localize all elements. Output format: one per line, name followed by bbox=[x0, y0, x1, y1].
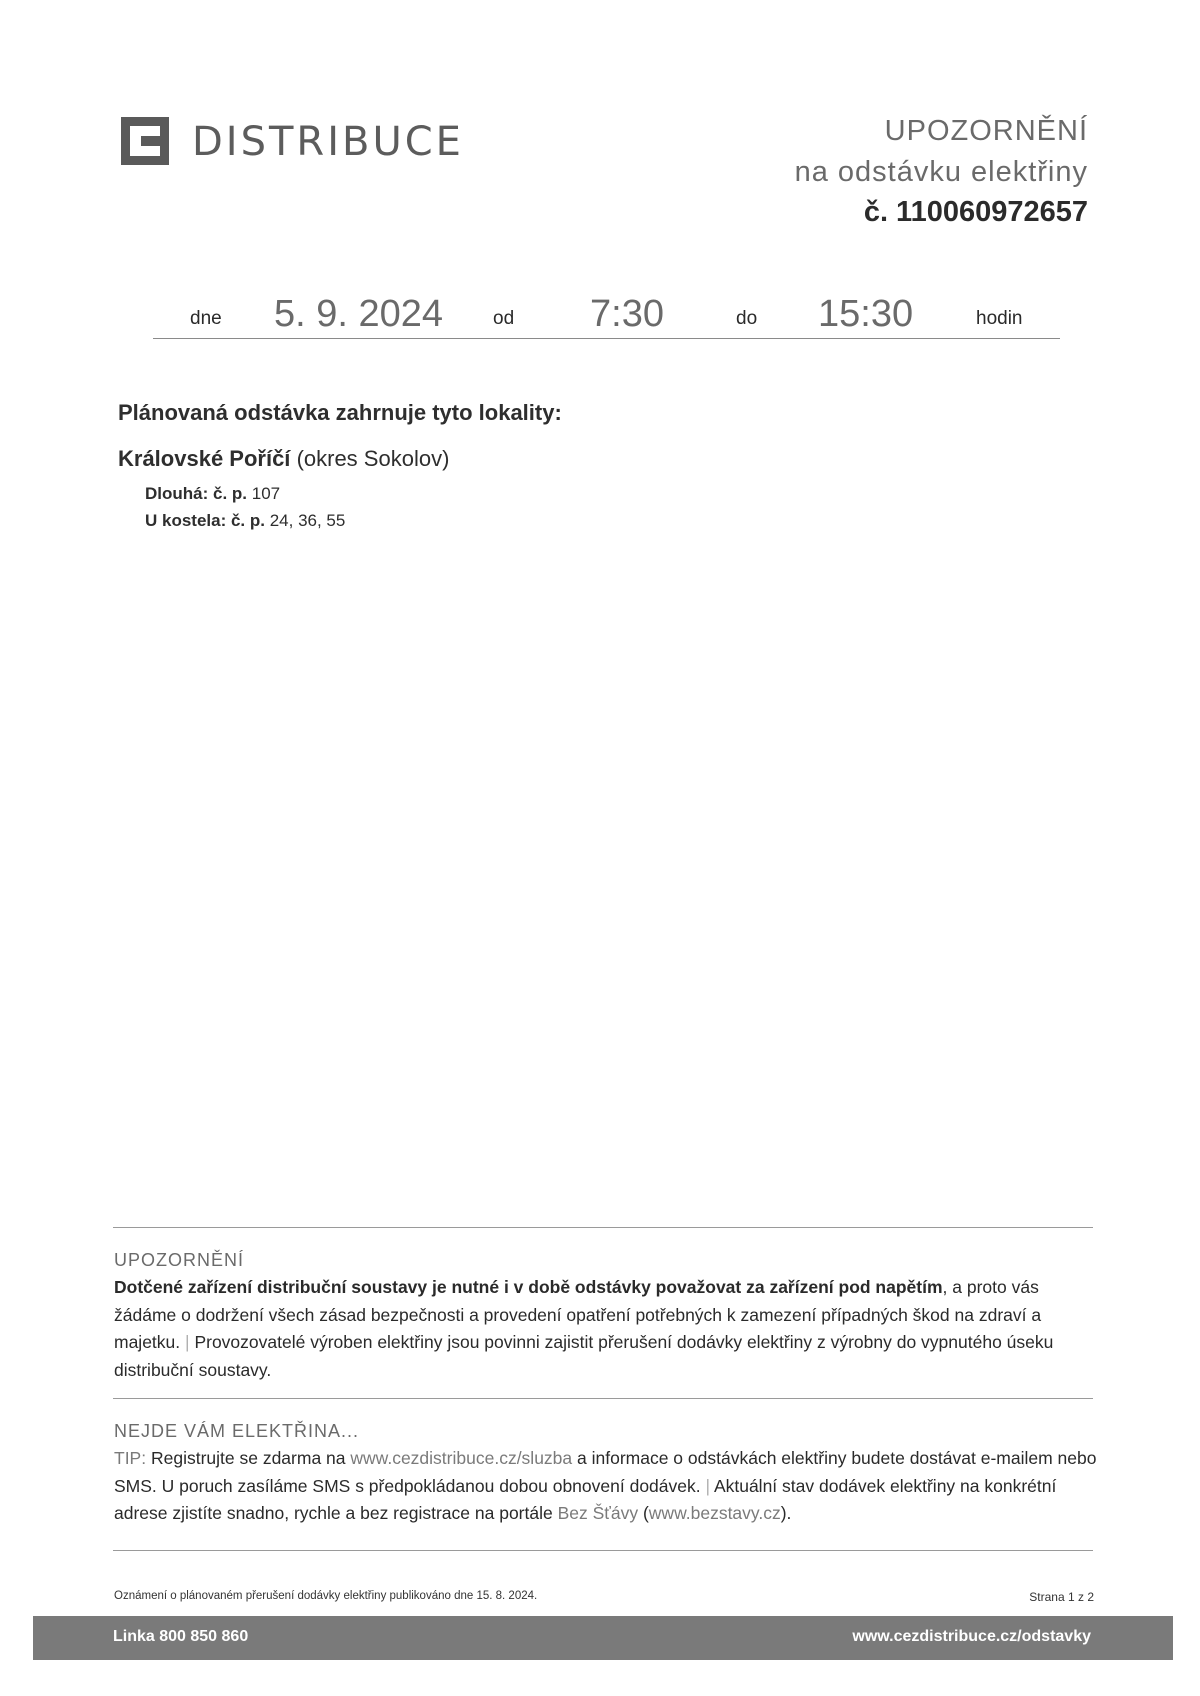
schedule-row bbox=[153, 292, 1060, 336]
outage-date: 5. 9. 2024 bbox=[274, 293, 444, 335]
section-divider bbox=[113, 1398, 1093, 1399]
street-item bbox=[145, 511, 345, 531]
from-label: od bbox=[493, 308, 515, 329]
street-item bbox=[145, 484, 280, 504]
brand-name: DISTRIBUCE bbox=[192, 119, 464, 165]
notice-subtitle: na odstávku elektřiny bbox=[794, 156, 1088, 188]
footer-bar bbox=[33, 1616, 1173, 1660]
warning-text: Dotčené zařízení distribuční soustavy je nutné i v době odstávky považovat za zařízení pod napětím, a proto vás žádáme o dodržení všech zásad bezpečnosti a provedení opatření potřebných k zamezení případných škod na zdraví a majetku. | Provozovatelé výroben elektřiny jsou povinni zajistit přerušení dodávky elektřiny z výrobny do vypnutého úseku distribuční soustavy. bbox=[114, 1277, 1054, 1380]
district-name: (okres Sokolov) bbox=[296, 446, 450, 471]
portal-link[interactable]: www.bezstavy.cz bbox=[648, 1503, 781, 1523]
footer-divider bbox=[113, 1550, 1093, 1551]
schedule-divider bbox=[153, 338, 1060, 339]
street-name: U kostela: č. p. bbox=[145, 511, 265, 530]
warning-bold-text: Dotčené zařízení distribuční soustavy je nutné i v době odstávky považovat za zařízení pod napětím bbox=[114, 1277, 943, 1297]
localities-heading: Plánovaná odstávka zahrnuje tyto lokality: bbox=[118, 400, 562, 425]
town-name: Královské Poříčí bbox=[118, 446, 291, 471]
warning-heading: UPOZORNĚNÍ bbox=[114, 1250, 245, 1270]
tip-label: TIP: bbox=[114, 1448, 147, 1468]
separator: | bbox=[185, 1332, 190, 1352]
street-name: Dlouhá: č. p. bbox=[145, 484, 247, 503]
publication-note: Oznámení o plánovaném přerušení dodávky elektřiny publikováno dne 15. 8. 2024. bbox=[114, 1590, 538, 1602]
tip-text: TIP: Registrujte se zdarma na www.cezdistribuce.cz/sluzba a informace o odstávkách elektřiny budete dostávat e-mailem nebo SMS. U poruch zasíláme SMS s předpokládanou dobou obnovení dodávek. | Aktuální stav dodávek elektřiny na konkrétní adrese zjistíte snadno, rychle a bez registrace na portále Bez Šťávy (www.bezstavy.cz). bbox=[114, 1448, 1097, 1523]
outages-url[interactable]: www.cezdistribuce.cz/odstavky bbox=[852, 1628, 1091, 1645]
page-number: Strana 1 z 2 bbox=[1029, 1590, 1094, 1604]
section-divider bbox=[113, 1227, 1093, 1228]
portal-name: Bez Šťávy bbox=[557, 1503, 639, 1523]
start-time: 7:30 bbox=[590, 293, 664, 335]
separator: | bbox=[705, 1475, 711, 1496]
town-line bbox=[118, 446, 449, 472]
cez-logo-mark-icon bbox=[121, 117, 169, 165]
date-label: dne bbox=[190, 308, 222, 329]
house-numbers: 24, 36, 55 bbox=[269, 511, 346, 530]
hotline-number: Linka 800 850 860 bbox=[113, 1628, 249, 1645]
notice-number: č. 110060972657 bbox=[863, 196, 1088, 228]
end-time: 15:30 bbox=[818, 293, 914, 335]
registration-link[interactable]: www.cezdistribuce.cz/sluzba bbox=[350, 1448, 573, 1468]
hours-label: hodin bbox=[976, 308, 1023, 329]
tip-heading: NEJDE VÁM ELEKTŘINA... bbox=[114, 1421, 360, 1441]
to-label: do bbox=[736, 308, 758, 329]
house-numbers: 107 bbox=[251, 484, 281, 503]
notice-title: UPOZORNĚNÍ bbox=[884, 115, 1088, 147]
